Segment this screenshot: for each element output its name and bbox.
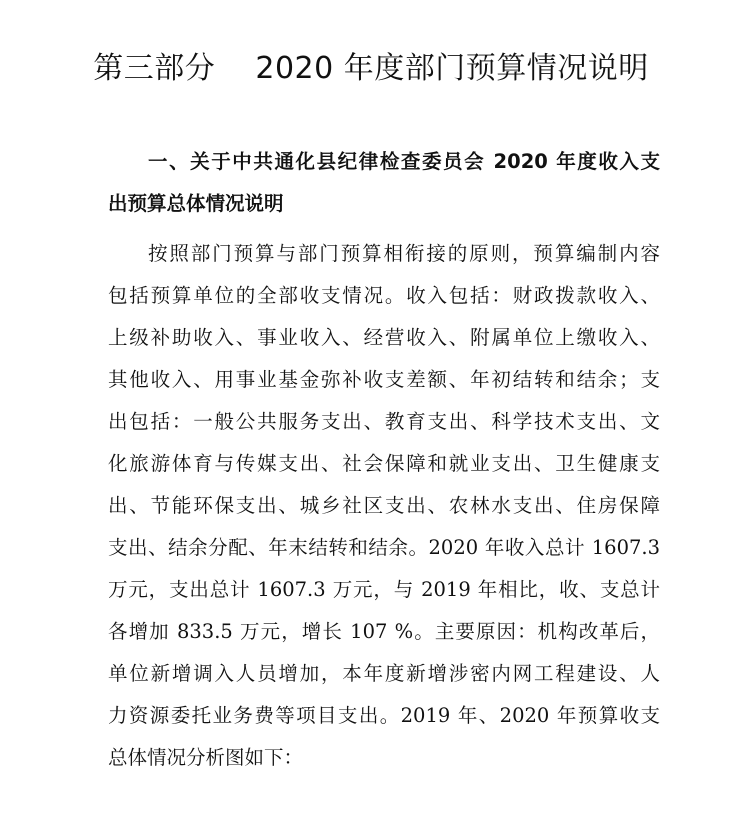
paragraph-line: 上级补助收入、事业收入、经营收入、附属单位上缴收入、 xyxy=(108,326,660,349)
paragraph-line: 出包括：一般公共服务支出、教育支出、科学技术支出、文 xyxy=(108,410,660,433)
paragraph-line: 万元，支出总计 1607.3 万元，与 2019 年相比，收、支总计 xyxy=(108,578,660,601)
paragraph-line: 出、节能环保支出、城乡社区支出、农林水支出、住房保障 xyxy=(108,494,660,517)
paragraph-line: 化旅游体育与传媒支出、社会保障和就业支出、卫生健康支 xyxy=(108,452,660,475)
paragraph-line: 总体情况分析图如下： xyxy=(108,746,304,769)
paragraph-line: 按照部门预算与部门预算相衔接的原则，预算编制内容 xyxy=(148,242,660,265)
section-heading-line-1: 一、关于中共通化县纪律检查委员会 2020 年度收入支 xyxy=(148,150,660,173)
paragraph-line: 单位新增调入人员增加，本年度新增涉密内网工程建设、人 xyxy=(108,662,660,685)
paragraph-line: 各增加 833.5 万元，增长 107 %。主要原因：机构改革后， xyxy=(108,620,660,643)
page-title: 第三部分 2020 年度部门预算情况说明 xyxy=(93,51,649,86)
section-heading-line-2: 出预算总体情况说明 xyxy=(108,192,284,215)
paragraph-line: 包括预算单位的全部收支情况。收入包括：财政拨款收入、 xyxy=(108,284,660,307)
paragraph-line: 力资源委托业务费等项目支出。2019 年、2020 年预算收支 xyxy=(108,704,660,727)
body-paragraph xyxy=(108,233,660,779)
paragraph-line: 其他收入、用事业基金弥补收支差额、年初结转和结余；支 xyxy=(108,368,660,391)
section-heading xyxy=(108,148,660,220)
paragraph-line: 支出、结余分配、年末结转和结余。2020 年收入总计 1607.3 xyxy=(108,536,660,559)
